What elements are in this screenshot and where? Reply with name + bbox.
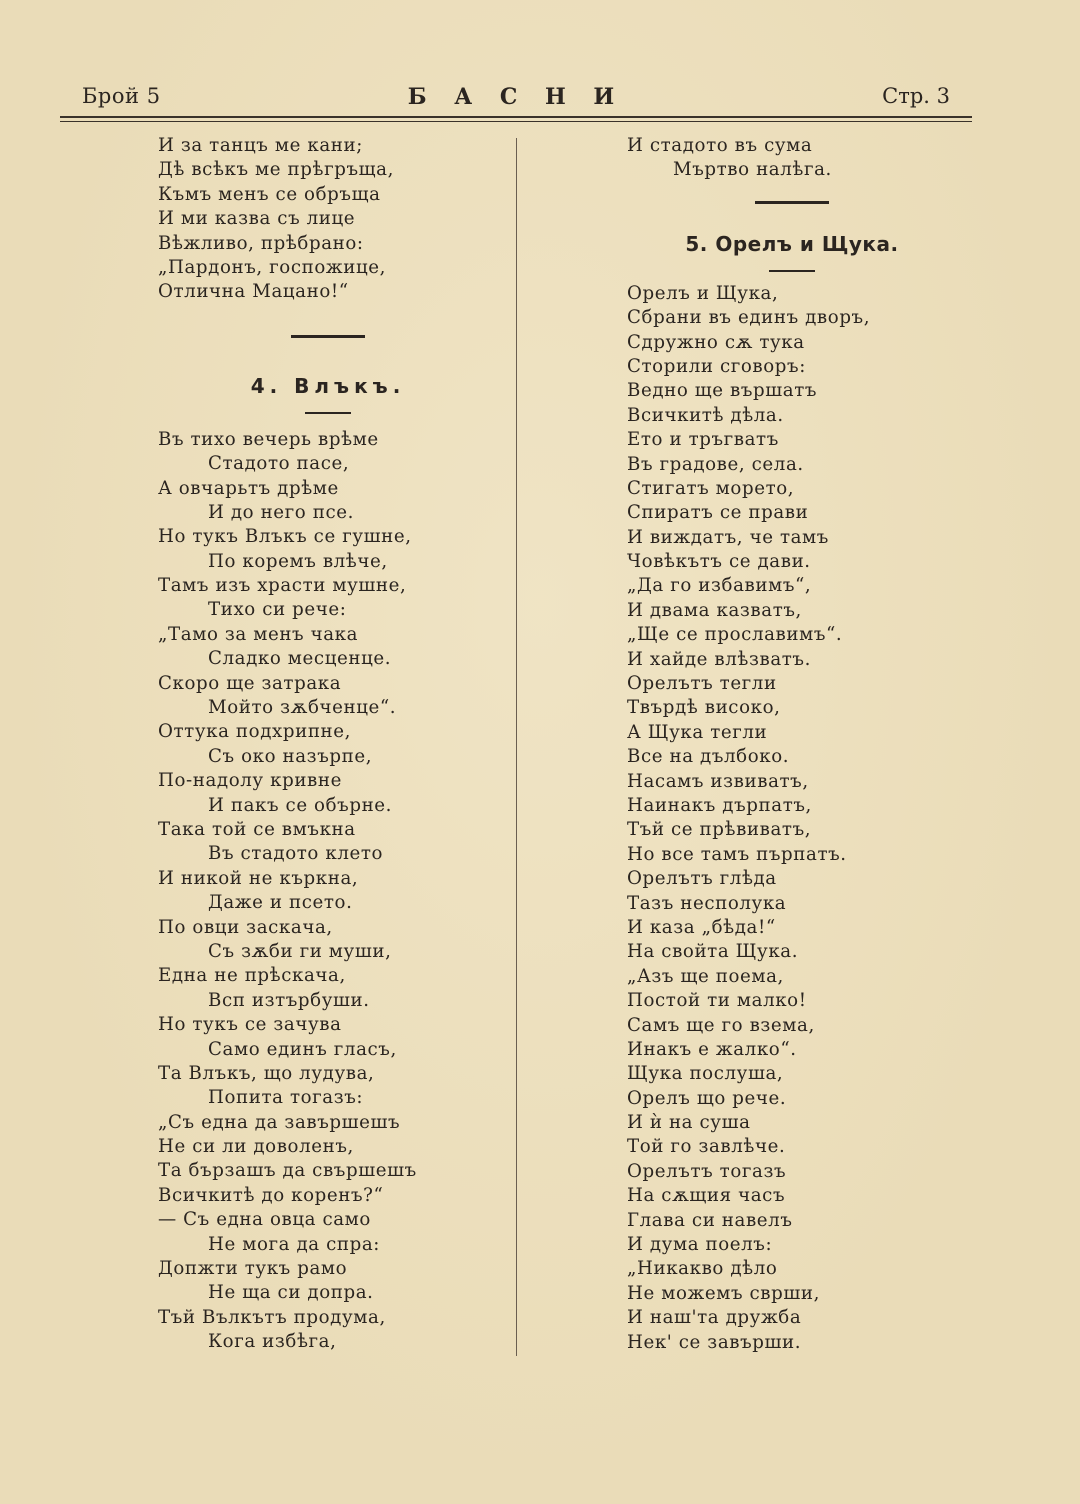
column-divider (516, 138, 517, 1356)
section-title: 4. Влъкъ. (250, 373, 406, 398)
verse-line: Орелътъ глѣда (627, 868, 777, 890)
verse-line: Съ зѫби ги муши, (208, 940, 392, 962)
left-column (158, 134, 498, 1355)
verse-line: Та бързашъ да свършешъ (158, 1160, 417, 1182)
verse-line: Инакъ е жалко“. (627, 1038, 797, 1060)
publication-title: Б А С Н И (407, 84, 625, 110)
verse-line: Само единъ гласъ, (208, 1038, 397, 1060)
verse-line: Та Влъкъ, що лудува, (158, 1062, 375, 1084)
header-rule-thin (60, 121, 972, 122)
verse-line: Но тукъ Влъкъ се гушне, (158, 526, 412, 548)
verse-line: Тихо си рече: (208, 599, 347, 621)
verse-line: „Да го избавимъ“, (627, 575, 812, 597)
verse-line: Мъртво налѣга. (673, 159, 832, 181)
verse-line: Въ градове, села. (627, 453, 804, 475)
verse-line: Орелътъ тогазъ (627, 1160, 787, 1182)
verse-line: Наинакъ дърпатъ, (627, 794, 812, 816)
verse-line: „Азъ ще поема, (627, 965, 784, 987)
verse-line: Мойто зѫбченце“. (208, 697, 397, 719)
verse-line: По-надолу кривне (158, 770, 342, 792)
verse-line: „Съ една да завършешъ (158, 1111, 401, 1133)
verse-line: Скоро ще затрака (158, 672, 342, 694)
verse-line: Орелътъ тегли (627, 673, 777, 695)
verse-line: И хайде влѣзватъ. (627, 648, 811, 670)
verse-line: „Тамо за менъ чака (158, 623, 359, 645)
verse-line: „Ще се прославимъ“. (627, 624, 843, 646)
verse-line: И наш'та дружба (627, 1307, 802, 1329)
verse-line: „Пардонъ, госпожице, (158, 256, 387, 278)
verse-line: И ѝ на суша (627, 1112, 751, 1134)
verse-line: По овци заскача, (158, 916, 333, 938)
verse-line: Сбрани въ единъ дворъ, (627, 307, 871, 329)
verse-line: Вѣжливо, прѣбрано: (158, 232, 364, 254)
verse-line: Човѣкътъ се дави. (627, 551, 811, 573)
verse-line: Така той се вмъкна (158, 818, 356, 840)
verse-line: И никой не къркна, (158, 867, 359, 889)
verse-line: На свойта Щука. (627, 941, 799, 963)
right-column (627, 134, 957, 1355)
verse-line: Сторили сговоръ: (627, 355, 806, 377)
header-rule (60, 116, 972, 118)
verse-line: Всичкитѣ дѣла. (627, 404, 784, 426)
verse-line: Отлична Мацано!“ (158, 281, 349, 303)
verse-line: Твърдѣ високо, (627, 697, 781, 719)
verse-line: По коремъ влѣче, (208, 550, 388, 572)
verse-line: Насамъ извиватъ, (627, 770, 809, 792)
verse-line: Кога избѣга, (208, 1331, 337, 1353)
page-header (60, 84, 972, 116)
verse-line: Щука послуша, (627, 1063, 784, 1085)
verse-line: Тамъ изъ храсти мушне, (158, 575, 407, 597)
verse-line: Къмъ менъ се обръща (158, 183, 381, 205)
verse-line: — Съ една овца само (158, 1209, 371, 1231)
verse-line: Но все тамъ пърпатъ. (627, 843, 847, 865)
verse-line: И до него псе. (208, 501, 354, 523)
verse-line: Той го завлѣче. (627, 1136, 786, 1158)
verse-line: Орелъ и Щука, (627, 282, 779, 304)
verse-line: А овчарьтъ дрѣме (158, 477, 339, 499)
verse-line: Стадото пасе, (208, 453, 350, 475)
verse-line: Ето и тръгватъ (627, 429, 779, 451)
verse-line: Не си ли доволенъ, (158, 1136, 354, 1158)
verse-line: И ми казва съ лице (158, 208, 356, 230)
verse-line: Въ стадото клето (208, 843, 384, 865)
section-title: 5. Орелъ и Щука. (685, 231, 899, 256)
verse-line: И виждатъ, че тамъ (627, 526, 829, 548)
verse-line: И за танцъ ме кани; (158, 135, 363, 156)
verse-line: Допжти тукъ рамо (158, 1258, 348, 1280)
issue-number: Брой 5 (82, 84, 161, 108)
verse-line: Една не прѣскача, (158, 965, 346, 987)
verse-line: Попита тогазъ: (208, 1087, 364, 1109)
verse-line: Съ око назърпе, (208, 745, 373, 767)
verse-line: А Щука тегли (627, 721, 768, 743)
verse-line: Спиратъ се прави (627, 502, 809, 524)
verse-line: И пакъ се обърне. (208, 794, 393, 816)
verse-line: На сѫщия часъ (627, 1185, 786, 1207)
verse-line: Самъ ще го взема, (627, 1014, 815, 1036)
verse-line: Тъй се прѣвиватъ, (627, 819, 812, 841)
verse-line: Всичкитѣ до коренъ?“ (158, 1184, 384, 1206)
verse-line: Дѣ всѣкъ ме прѣгръща, (158, 159, 394, 181)
verse-line: Глава си навелъ (627, 1209, 793, 1231)
verse-line: Сладко месценце. (208, 648, 392, 670)
verse-line: Не ща си допра. (208, 1282, 374, 1304)
verse-line: Постой ти малко! (627, 990, 807, 1012)
verse-line: Въ тихо вечерь врѣме (158, 428, 379, 450)
verse-line: Даже и псето. (208, 892, 353, 914)
verse-line: Нек' се завърши. (627, 1331, 802, 1353)
verse-line: Оттука подхрипне, (158, 721, 352, 743)
verse-line: Стигатъ морето, (627, 477, 795, 499)
verse-line: И двама казватъ, (627, 599, 802, 621)
verse-line: И дума поелъ: (627, 1234, 773, 1256)
page-number: Стр. 3 (882, 84, 950, 108)
verse-line: „Никакво дѣло (627, 1258, 778, 1280)
verse-line: И каза „бѣда!“ (627, 916, 776, 938)
verse-line: Тъй Вълкътъ продума, (158, 1306, 386, 1328)
verse-line: Но тукъ се зачува (158, 1014, 342, 1036)
verse-line: Не мога да спра: (208, 1233, 380, 1255)
verse-line: Ведно ще вършатъ (627, 380, 818, 402)
verse-line: Тазъ несполука (627, 892, 787, 914)
verse-line: Сдружно сѫ тука (627, 331, 805, 353)
verse-line: Орелъ що рече. (627, 1087, 787, 1109)
verse-line: И стадото въ сума (627, 135, 813, 156)
verse-line: Все на дълбоко. (627, 746, 790, 768)
verse-line: Всп изтърбуши. (208, 989, 370, 1011)
verse-line: Не можемъ сврши, (627, 1282, 820, 1304)
